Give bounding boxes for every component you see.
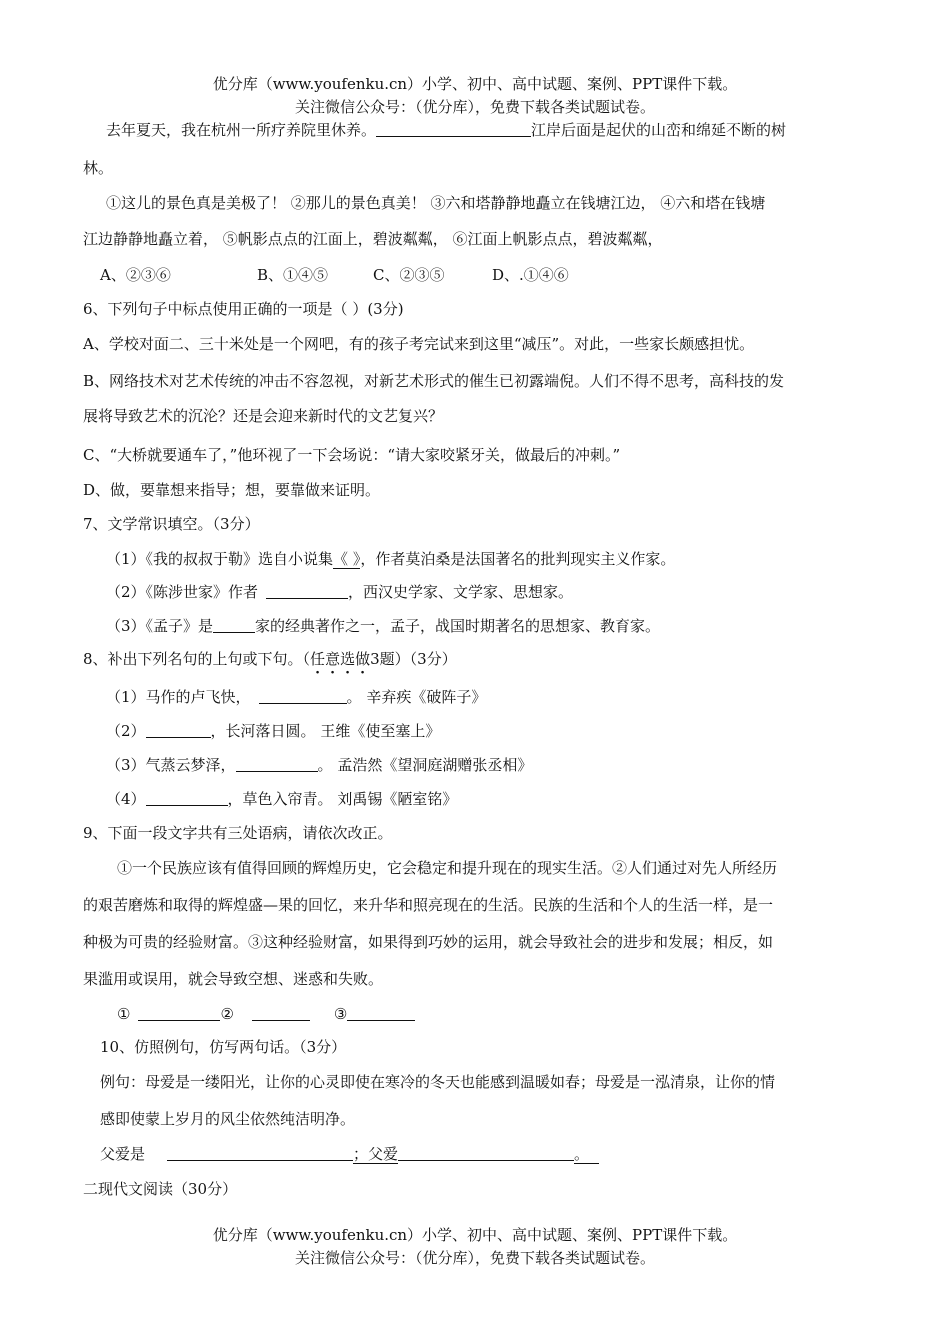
- q7-item-1-text-b: ，作者莫泊桑是法国著名的批判现实主义作家。: [360, 550, 676, 568]
- q7-item-2-blank[interactable]: [266, 582, 348, 599]
- q9-mark-2: ②: [220, 1005, 234, 1023]
- q6-option-c: C、“大桥就要通车了，”他环视了一下会场说：“请大家咬紧牙关，做最后的冲刺。”: [83, 446, 621, 464]
- q5-stem-c: 林。: [83, 159, 114, 177]
- q8-item-3-text-b: 。 孟浩然《望洞庭湖赠张丞相》: [317, 756, 533, 774]
- q8-item-4: [106, 788, 457, 810]
- q9-mark-3: ③: [333, 1005, 348, 1023]
- q8-item-4-blank[interactable]: [146, 789, 228, 806]
- q9-passage-line-4: 果滥用或误用，就会导致空想、迷惑和失败。: [83, 970, 384, 988]
- emphasis-char: 意: [325, 650, 341, 668]
- emphasis-char: 任: [310, 650, 326, 668]
- q5-choice-b: B、①④⑤: [257, 266, 329, 284]
- q7-item-3-text-a: （3）《孟子》是: [106, 617, 214, 635]
- q8-item-2-text-b: ，长河落日圆。 王维《使至塞上》: [210, 722, 441, 740]
- q7-item-1: [106, 548, 675, 570]
- q5-options-line-2: 江边静静地矗立着， ⑤帆影点点的江面上，碧波粼粼， ⑥江面上帆影点点，碧波粼粼，: [83, 230, 663, 248]
- q5-stem-b: 江岸后面是起伏的山峦和绵延不断的树: [531, 121, 787, 139]
- q10-answer-text-b: ；父爱: [353, 1145, 399, 1163]
- q7-item-1-blank[interactable]: 《 》: [333, 550, 361, 568]
- q7-item-2: [106, 581, 573, 603]
- q8-item-3-blank[interactable]: [236, 755, 318, 772]
- q7-stem: 7、文学常识填空。（3分）: [83, 515, 260, 533]
- q5-answer-blank[interactable]: [376, 120, 531, 137]
- q10-answer-line: [100, 1143, 599, 1165]
- q10-stem: 10、仿照例句，仿写两句话。（3分）: [100, 1038, 347, 1056]
- q9-stem: 9、下面一段文字共有三处语病，请依次改正。: [83, 824, 393, 842]
- q8-item-1: [106, 686, 486, 708]
- footer-line-1: 优分库（www.youfenku.cn）小学、初中、高中试题、案例、PPT课件下载。: [212, 1226, 738, 1244]
- q9-mark-1: ①: [117, 1005, 131, 1023]
- q7-item-3: [106, 615, 660, 637]
- q8-item-4-text-a: （4）: [106, 790, 146, 808]
- q9-answer-blank-1[interactable]: [138, 1004, 220, 1021]
- header-line-2: 关注微信公众号：（优分库），免费下载各类试题试卷。: [294, 98, 655, 116]
- emphasis-char: 选: [340, 650, 356, 668]
- q10-example-line-1: 例句：母爱是一缕阳光，让你的心灵即使在寒冷的冬天也能感到温暖如春；母爱是一泓清泉，让你的情: [100, 1073, 776, 1091]
- q5-stem-a: 去年夏天，我在杭州一所疗养院里休养。: [106, 121, 377, 139]
- q6-option-b-line-1: B、网络技术对艺术传统的冲击不容忽视，对新艺术形式的催生已初露端倪。人们不得不思考，高科技的发: [83, 372, 785, 390]
- q10-answer-text-c: 。: [574, 1145, 599, 1164]
- q10-example-line-2: 感即使蒙上岁月的风尘依然纯洁明净。: [100, 1110, 356, 1128]
- q8-item-4-text-b: ，草色入帘青。 刘禹锡《陋室铭》: [227, 790, 458, 808]
- q7-item-2-text-b: ，西汉史学家、文学家、思想家。: [348, 583, 574, 601]
- q8-item-2-blank[interactable]: [146, 721, 211, 738]
- q9-passage-line-1: ①一个民族应该有值得回顾的辉煌历史，它会稳定和提升现在的现实生活。②人们通过对先人所经历: [117, 859, 778, 877]
- q8-item-1-text-a: （1）马作的卢飞快，: [106, 688, 251, 706]
- q7-item-3-text-b: 家的经典著作之一，孟子，战国时期著名的思想家、教育家。: [255, 617, 661, 635]
- q6-option-b-line-2: 展将导致艺术的沉沦？还是会迎来新时代的文艺复兴？: [83, 407, 444, 425]
- q7-item-2-text-a: （2）《陈涉世家》作者: [106, 583, 259, 601]
- q8-item-1-blank[interactable]: [259, 687, 347, 704]
- q10-answer-blank-2[interactable]: [398, 1144, 574, 1161]
- q7-item-1-text-a: （1）《我的叔叔于勒》选自小说集: [106, 550, 334, 568]
- q8-item-3-text-a: （3）气蒸云梦泽，: [106, 756, 236, 774]
- q8-item-3: [106, 754, 532, 776]
- q10-answer-blank-1[interactable]: [167, 1144, 353, 1161]
- q8-stem: [83, 648, 457, 670]
- q8-item-2-text-a: （2）: [106, 722, 146, 740]
- q9-passage-line-3: 种极为可贵的经验财富。③这种经验财富，如果得到巧妙的运用，就会导致社会的进步和发展；相反，如: [83, 933, 774, 951]
- q6-option-d: D、做，要靠想来指导；想，要靠做来证明。: [83, 481, 381, 499]
- q9-passage-line-2: 的艰苦磨炼和取得的辉煌盛—果的回忆，来升华和照亮现在的生活。民族的生活和个人的生活一样，是一: [83, 896, 774, 914]
- q5-stem: [106, 119, 786, 141]
- q8-stem-a: 8、补出下列名句的上句或下句。（: [83, 650, 311, 668]
- section-2-heading: 二现代文阅读（30分）: [83, 1180, 238, 1198]
- q10-answer-text-a: 父爱是: [100, 1145, 146, 1163]
- q5-choice-d: D、.①④⑥: [492, 266, 569, 284]
- q9-answer-blank-2[interactable]: [252, 1004, 310, 1021]
- q8-item-2: [106, 720, 440, 742]
- q9-answer-blank-3[interactable]: [347, 1004, 415, 1021]
- header-line-1: 优分库（www.youfenku.cn）小学、初中、高中试题、案例、PPT课件下载。: [212, 75, 738, 93]
- q5-choice-c: C、②③⑤: [373, 266, 445, 284]
- q8-emphasis-dotted: [310, 650, 370, 668]
- emphasis-char: 做: [355, 650, 371, 668]
- q7-item-3-blank[interactable]: [213, 616, 255, 633]
- q8-item-1-text-b: 。 辛弃疾《破阵子》: [346, 688, 487, 706]
- q5-options-line-1: ①这儿的景色真是美极了！ ②那儿的景色真美！ ③六和塔静静地矗立在钱塘江边， ④六和塔在钱塘: [106, 194, 766, 212]
- q9-answer-line: [117, 1003, 415, 1025]
- q6-option-a: A、学校对面二、三十米处是一个网吧，有的孩子考完试来到这里“减压”。对此，一些家长颇感担忧。: [83, 335, 755, 353]
- q5-choice-a: A、②③⑥: [100, 266, 171, 284]
- footer-line-2: 关注微信公众号：（优分库），免费下载各类试题试卷。: [294, 1249, 655, 1267]
- q6-stem: 6、下列句子中标点使用正确的一项是（ ）(3分): [83, 300, 404, 318]
- q8-stem-b: 3题）（3分）: [370, 650, 457, 668]
